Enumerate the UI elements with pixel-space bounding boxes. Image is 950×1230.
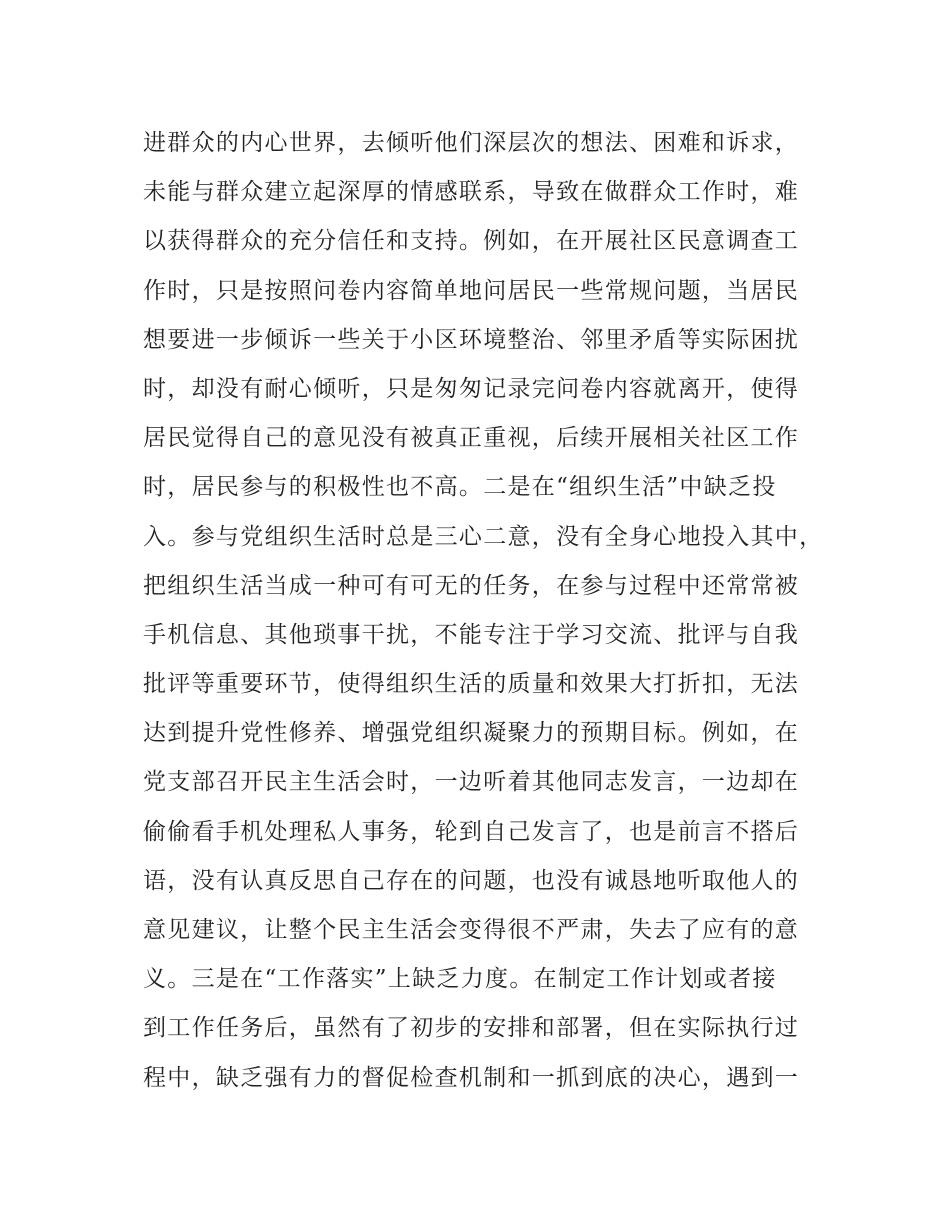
text-line: 党支部召开民主生活会时，一边听着其他同志发言，一边却在 xyxy=(143,769,800,796)
text-line: 时，居民参与的积极性也不高。二是在“组织生活”中缺乏投 xyxy=(143,474,777,501)
text-line: 偷偷看手机处理私人事务，轮到自己发言了，也是前言不搭后 xyxy=(143,818,800,845)
text-line: 手机信息、其他琐事干扰，不能专注于学习交流、批评与自我 xyxy=(143,621,800,648)
text-line: 程中，缺乏强有力的督促检查机制和一抓到底的决心，遇到一 xyxy=(143,1064,800,1091)
text-line: 义。三是在“工作落实”上缺乏力度。在制定工作计划或者接 xyxy=(143,966,777,993)
text-line: 想要进一步倾诉一些关于小区环境整治、邻里矛盾等实际困扰 xyxy=(143,326,800,353)
text-line: 入。参与党组织生活时总是三心二意，没有全身心地投入其中， xyxy=(143,523,824,550)
text-line: 达到提升党性修养、增强党组织凝聚力的预期目标。例如，在 xyxy=(143,720,800,747)
text-line: 语，没有认真反思自己存在的问题，也没有诚恳地听取他人的 xyxy=(143,867,800,894)
text-line: 把组织生活当成一种可有可无的任务，在参与过程中还常常被 xyxy=(143,572,800,599)
text-line: 居民觉得自己的意见没有被真正重视，后续开展相关社区工作 xyxy=(143,425,800,452)
text-line: 时，却没有耐心倾听，只是匆匆记录完问卷内容就离开，使得 xyxy=(143,375,800,402)
text-line: 意见建议，让整个民主生活会变得很不严肃，失去了应有的意 xyxy=(143,917,800,943)
body-text xyxy=(143,119,833,1103)
text-line: 进群众的内心世界，去倾听他们深层次的想法、困难和诉求， xyxy=(143,130,800,156)
text-line: 作时，只是按照问卷内容简单地问居民一些常规问题，当居民 xyxy=(143,277,800,304)
text-line: 未能与群众建立起深厚的情感联系，导致在做群众工作时，难 xyxy=(143,179,800,206)
text-line: 以获得群众的充分信任和支持。例如，在开展社区民意调查工 xyxy=(143,228,800,255)
text-line: 批评等重要环节，使得组织生活的质量和效果大打折扣，无法 xyxy=(143,671,800,698)
text-line: 到工作任务后，虽然有了初步的安排和部署，但在实际执行过 xyxy=(143,1015,800,1042)
